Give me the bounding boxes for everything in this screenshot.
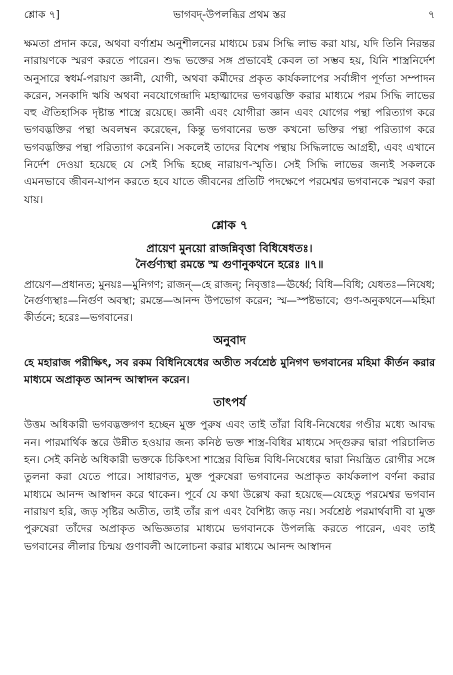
page-body — [24, 36, 435, 556]
verse-line: নৈর্গুণ্যস্থা রমন্তে স্ম গুণানুকথনে হরেঃ ॥৭॥ — [135, 257, 324, 271]
synonyms: প্রায়েণ—প্রধানত; মুনয়ঃ—মুনিগণ; রাজন্‌—হে রাজন্‌; নিবৃত্তাঃ—ঊর্ধ্বে; বিধি—বিধি; যেধতঃ—নিষেধ; নৈর্গুণ্যস্থাঃ—নির্গুণ অবস্থা; রমন্তে—আনন্দ উপভোগ করেন; স্ম—স্পষ্টভাবে; গুণ-অনুকথনে—মহিমা কীর্তনে; হরেঃ—ভগবানের। — [24, 278, 435, 324]
verse-title: শ্লোক ৭ — [211, 217, 248, 232]
purport-title: তাৎপর্য — [213, 395, 246, 410]
header-page-number: ৭ — [428, 9, 435, 21]
verse-text — [24, 241, 435, 273]
header-chapter-title: ভাগবদ্‌-উপলব্ধির প্রথম স্তর — [173, 9, 286, 21]
purport-text: উত্তম অধিকারী ভগবদ্ভক্তগণ হচ্ছেন মুক্ত পুরুষ এবং তাই তাঁরা বিধি-নিষেধের গণ্ডীর মধ্যে আবদ্ধ নন। পারমার্থিক স্তরে উন্নীত হওয়ার জন্য কনিষ্ঠ ভক্ত শাস্ত্র-বিধির মাধ্যমে সদ্‌গুরুর দ্বারা পরিচালিত হন। সেই কনিষ্ঠ অধিকারী ভক্তকে চিকিৎসা শাস্ত্রের বিভিন্ন বিধি-নিষেধের দ্বারা নিয়ন্ত্রিত রোগীর সঙ্গে তুলনা করা যেতে পারে। সাধারণত, মুক্ত পুরুষেরা ভগবানের অপ্রাকৃত কার্যকলাপ বর্ণনা করার মাধ্যমে আনন্দ আস্বাদন করে থাকেন। পূর্বে যে কথা উল্লেখ করা হয়েছে—যেহেতু পরমেশ্বর ভগবান নারায়ণ হরি, জড় সৃষ্টির অতীত, তাই তাঁর রূপ এবং বৈশিষ্ট্য জড় নয়। সর্বশ্রেষ্ঠ পরমার্থবাদী বা মুক্ত পুরুষেরা তাঁদের অপ্রাকৃত অভিজ্ঞতার মাধ্যমে ভগবানকে উপলব্ধি করতে পারেন, এবং তাই ভগবানের লীলার চিন্ময় গুণাবলী আলোচনা করার মাধ্যমে আনন্দ আস্বাদন — [24, 419, 435, 553]
header-verse-ref: শ্লোক ৭] — [24, 9, 60, 21]
translation-text: হে মহারাজ পরীক্ষিৎ, সব রকম বিধিনিষেধের অতীত সর্বশ্রেষ্ঠ মুনিগণ ভগবানের মহিমা কীর্তন করার মাধ্যমে অপ্রাকৃত আনন্দ আস্বাদন করেন। — [24, 357, 435, 386]
translation-title: অনুবাদ — [213, 333, 246, 348]
intro-paragraph: ক্ষমতা প্রদান করে, অথবা বর্ণাশ্রম অনুশীলনের মাধ্যমে চরম সিদ্ধি লাভ করা যায়, যদি তিনি নিরন্তর নারায়ণকে স্মরণ করতে পারেন। শুদ্ধ ভক্তের সঙ্গ প্রভাবেই কেবল তা সম্ভব হয়, যিনি শাস্ত্রনির্দেশ অনুসারে স্বধর্ম-পরায়ণ জ্ঞানী, যোগী, অথবা কর্মীদের প্রকৃত কার্যকলাপের সর্বাঙ্গীণ পূর্ণতা সম্পাদন করেন, সনকাদি ঋষি অথবা নবযোগেন্দ্রাদি মহাত্মাদের ভগবদ্ভক্তি করার মাধ্যমে পরম সিদ্ধি লাভের বহু ঐতিহাসিক দৃষ্টান্ত শাস্ত্রে রয়েছে। জ্ঞানী এবং যোগীরা জ্ঞান এবং যোগের পন্থা পরিত্যাগ করে ভগবদ্ভক্তির পন্থা অবলম্বন করেছেন, কিন্তু ভগবানের ভক্ত কখনো ভক্তির পন্থা পরিত্যাগ করে ভগবদ্ভক্তির পন্থা পরিত্যাগ করেননি। সকলেই তাদের বিশেষ পন্থায় সিদ্ধিলাভে আগ্রহী, এবং এখানে নির্দেশ দেওয়া হয়েছে যে সেই সিদ্ধি হচ্ছে নারায়ণ-স্মৃতি। সেই সিদ্ধি লাভের জন্যই সকলকে এমনভাবে জীবন-যাপন করতে হবে যাতে জীবনের প্রতিটি পদক্ষেপে পরমেশ্বর ভগবানকে স্মরণ করা যায়। — [24, 38, 435, 206]
verse-line: প্রায়েণ মুনয়ো রাজন্নিবৃত্তা বিধিষেধতঃ। — [146, 241, 313, 255]
page-header — [24, 8, 435, 30]
